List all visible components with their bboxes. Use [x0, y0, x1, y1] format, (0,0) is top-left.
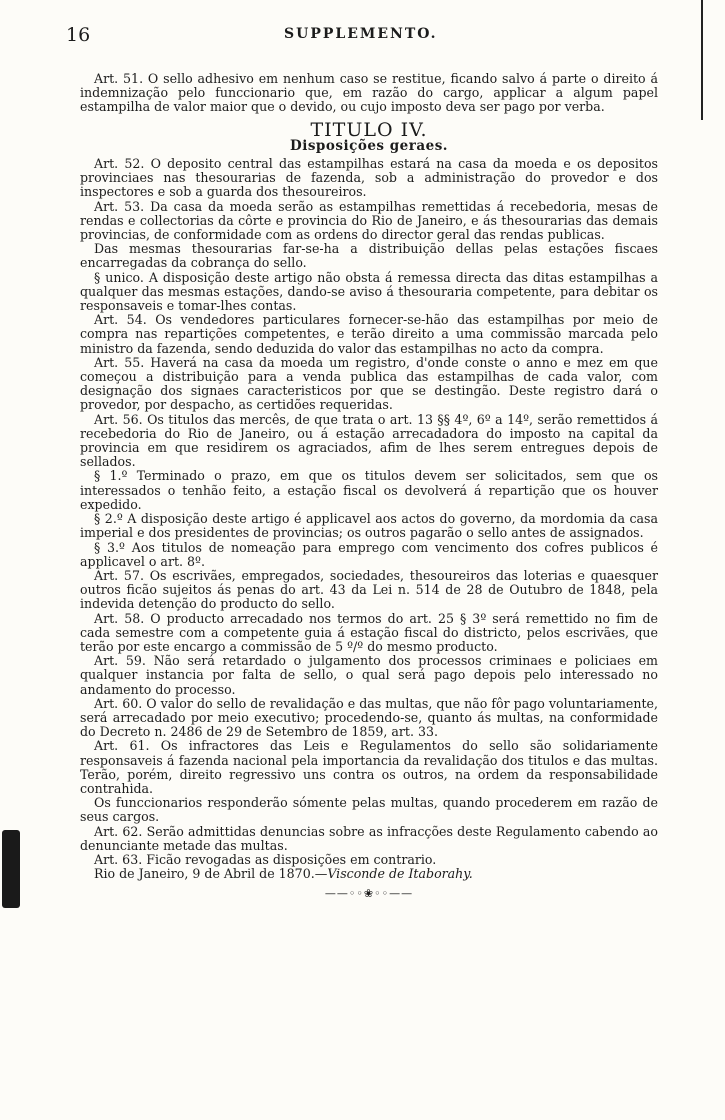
body-text	[80, 72, 658, 902]
paragraph: § 1.º Terminado o prazo, em que os titulos devem ser solicitados, sem que os interessados o tenhão feito, a estação fiscal os devolverá á repartição que os houver expedido.	[80, 468, 658, 512]
paragraph: Art. 62. Serão admittidas denuncias sobre as infracções deste Regulamento cabendo ao denunciante metade das multas.	[80, 823, 658, 853]
paragraph: Art. 63. Ficão revogadas as disposições em contrario.	[94, 851, 437, 867]
section-title: TITULO IV.	[310, 118, 428, 141]
running-head: SUPPLEMENTO.	[284, 26, 438, 42]
closing-ornament: ——◦◦❀◦◦——	[324, 887, 414, 901]
paragraph: Os funccionarios responderão sómente pelas multas, quando procederem em razão de seus cargos.	[80, 795, 658, 825]
paragraph: Art. 53. Da casa da moeda serão as estampilhas remettidas á recebedoria, mesas de rendas e collectorias da côrte e provincia do Rio de Janeiro, e ás thesourarias das demais provincias, de conformidade com as ordens do director geral das rendas publicas.	[80, 198, 658, 243]
opening-article: Art. 51. O sello adhesivo em nenhum caso se restitue, ficando salvo á parte o direito á indemnização pelo funccionario que, em razão do cargo, applicar a algum papel estampilha de valor maior que o devido, ou cujo imposto deva ser pago por verba.	[80, 71, 658, 115]
signature-line	[80, 867, 658, 881]
paragraph: § 3.º Aos titulos de nomeação para emprego com vencimento dos cofres publicos é applicavel o art. 8º.	[80, 539, 658, 569]
page-header	[66, 24, 666, 50]
paragraph: § unico. A disposição deste artigo não obsta á remessa directa das ditas estampilhas a qualquer das mesmas estações, dando-se aviso á thesouraria competente, para debitar os responsaveis e tomar-lhes contas.	[80, 269, 658, 314]
section-subtitle: Disposições geraes.	[290, 137, 448, 154]
binding-mark	[2, 830, 20, 908]
paragraph: § 2.º A disposição deste artigo é applicavel aos actos do governo, da mordomia da casa imperial e dos presidentes de provincias; os outros pagarão o sello antes de assignados.	[80, 511, 658, 541]
paragraph: Art. 58. O producto arrecadado nos termos do art. 25 § 3º será remettido no fim de cada semestre com a competente guia á estação fiscal do districto, pelos escrivães, que terão por este encargo a commissão de 5 º/º do mesmo producto.	[80, 610, 658, 654]
signature-place-date: Rio de Janeiro, 9 de Abril de 1870.—	[94, 866, 328, 882]
paragraph: Art. 61. Os infractores das Leis e Regulamentos do sello são solidariamente responsaveis á fazenda nacional pela importancia da revalidação dos titulos e das multas. Terão, porém, direito regressivo uns contra os outros, na ordem da responsabilidade contrahida.	[80, 738, 658, 796]
paragraph: Art. 56. Os titulos das mercês, de que trata o art. 13 §§ 4º, 6º a 14º, serão remettidos á recebedoria do Rio de Janeiro, ou á estação arrecadadora do imposto na capital da provincia em que residirem os agraciados, afim de lhes serem entregues depois de sellados.	[80, 411, 658, 470]
paragraph: Art. 59. Não será retardado o julgamento dos processos criminaes e policiaes em qualquer instancia por falta de sello, o qual será pago depois pelo interessado no andamento do processo.	[80, 653, 658, 697]
paragraph: Art. 52. O deposito central das estampilhas estará na casa da moeda e os depositos provinciaes nas thesourarias de fazenda, sob a administração do provedor e dos inspectores e sob a guarda dos thesoureiros.	[80, 156, 658, 200]
signature-signer: Visconde de Itaborahy.	[327, 866, 473, 882]
page-number: 16	[66, 24, 91, 46]
page-edge-line	[701, 0, 703, 120]
paragraph: Art. 57. Os escrivães, empregados, sociedades, thesoureiros das loterias e quaesquer outros ficão sujeitos ás penas do art. 43 da Lei n. 514 de 28 de Outubro de 1848, pela indevida detenção do producto do sello.	[80, 567, 658, 612]
paragraph: Das mesmas thesourarias far-se-ha a distribuição dellas pelas estações fiscaes encarregadas da cobrança do sello.	[80, 241, 658, 271]
paragraph: Art. 54. Os vendedores particulares fornecer-se-hão das estampilhas por meio de compra nas repartições competentes, e terão direito a uma commissão marcada pelo ministro da fazenda, sendo deduzida do valor das estampilhas no acto da compra.	[80, 312, 658, 356]
paragraph: Art. 60. O valor do sello de revalidação e das multas, que não fôr pago voluntariamente, será arrecadado por meio executivo; procedendo-se, quanto ás multas, na conformidade do Decreto n. 2486 de 29 de Setembro de 1859, art. 33.	[80, 695, 658, 740]
paragraph: Art. 55. Haverá na casa da moeda um registro, d'onde conste o anno e mez em que começou a distribuição para a venda publica das estampilhas de cada valor, com designação dos signaes caracteristicos por que se destingão. Deste registro dará o provedor, por despacho, as certidões requeridas.	[80, 354, 658, 413]
